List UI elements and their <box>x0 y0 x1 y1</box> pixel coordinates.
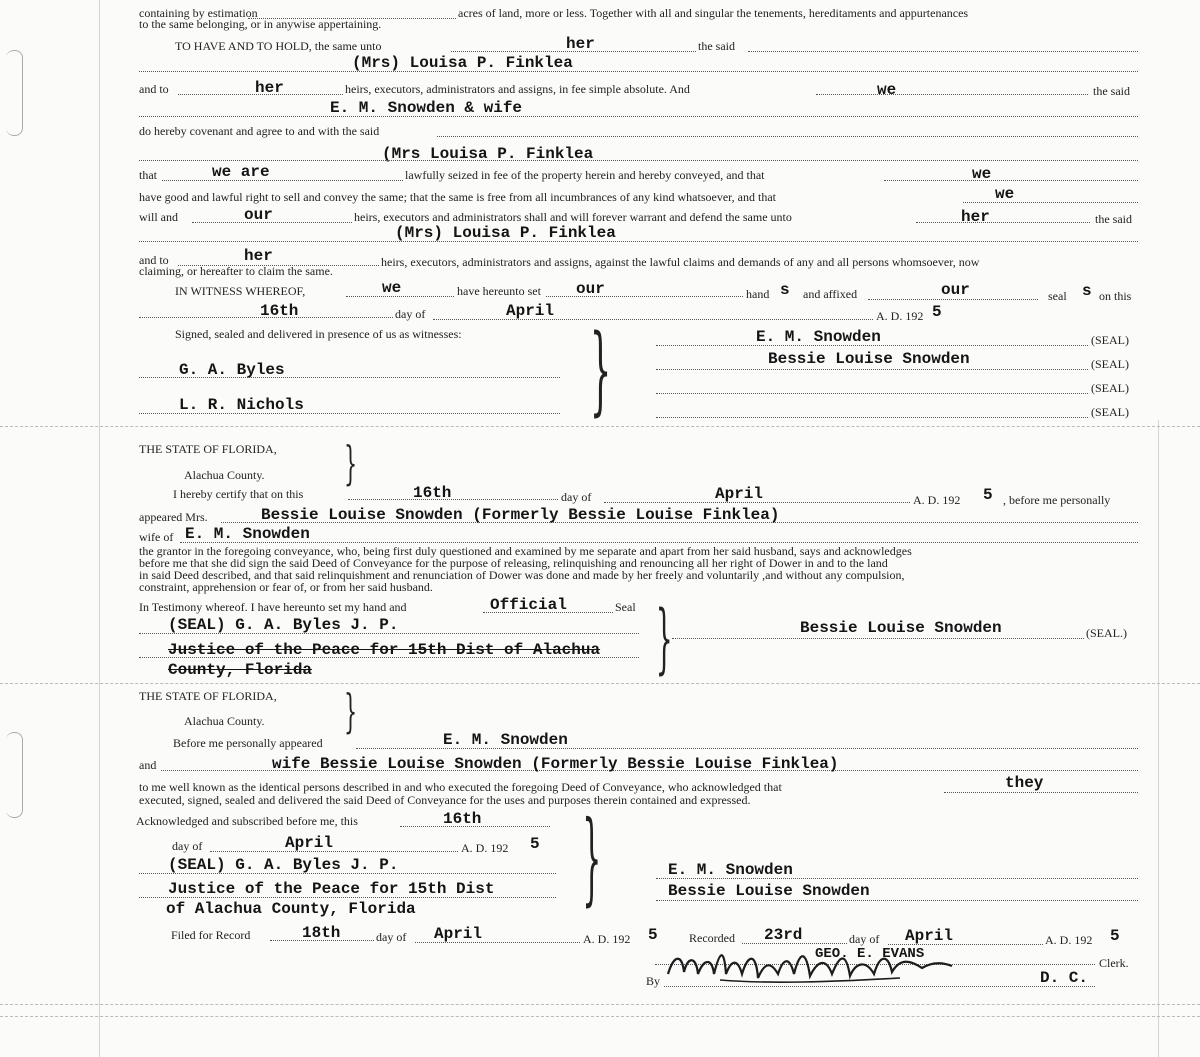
the-said-blank <box>748 51 1138 52</box>
hand-fill: s <box>780 281 790 299</box>
deputy-clerk-signature <box>660 944 960 990</box>
dc-label: D. C. <box>1040 969 1089 987</box>
witness-1: G. A. Byles <box>179 361 285 379</box>
warrant-fill: her <box>961 208 990 226</box>
cert1-office-2: County, Florida <box>168 661 313 679</box>
cert1-signer: Bessie Louise Snowden <box>800 619 1002 637</box>
and-to-label: and to <box>139 82 169 96</box>
affixed-blank <box>868 299 1038 300</box>
cert1-appeared-label: appeared Mrs. <box>139 510 208 524</box>
cert2-appeared-1: E. M. Snowden <box>443 731 568 749</box>
recorded-month: April <box>905 927 954 945</box>
grantee-blank-2 <box>139 160 1138 161</box>
habendum-label: TO HAVE AND TO HOLD, the same unto <box>175 39 382 53</box>
will-and-label: will and <box>139 210 178 224</box>
cert2-office-2: of Alachua County, Florida <box>166 900 416 918</box>
signatory-line-2 <box>656 369 1088 370</box>
cert1-county: Alachua County. <box>184 468 265 482</box>
affixed-fill: our <box>941 281 970 299</box>
hereunto-fill: our <box>576 280 605 298</box>
filed-month: April <box>434 925 483 943</box>
page-edge-line-right <box>1158 420 1159 1057</box>
cert1-year-digit: 5 <box>983 486 993 504</box>
appertaining-text: to the same belonging, or in anywise appertaining. <box>139 17 382 31</box>
recorded-label: Recorded <box>689 931 735 945</box>
cert2-signer-blank-2 <box>656 900 1138 901</box>
estimation-label: containing by estimation <box>139 6 258 20</box>
the-said-label: the said <box>698 39 735 53</box>
cert2-county: Alachua County. <box>184 714 265 728</box>
grantee-name-2: (Mrs Louisa P. Finklea <box>382 145 594 163</box>
cert2-officer-line: (SEAL) G. A. Byles J. P. <box>168 856 399 874</box>
seized-blank <box>884 180 1138 181</box>
that-blank <box>162 180 403 181</box>
appurtenances-text: acres of land, more or less. Together with all and singular the tenements, hereditaments and appurtenances <box>458 6 969 20</box>
cert2-signer-1: E. M. Snowden <box>668 861 793 879</box>
cert2-office-1: Justice of the Peace for 15th Dist <box>168 880 495 898</box>
and-fill: we <box>877 81 897 99</box>
cert2-known-text: to me well known as the identical persons described in and who executed the foregoing Deed of Conveyance, who acknowledged that <box>139 780 782 794</box>
cert1-seal-word: Seal <box>615 600 636 614</box>
cert1-appeared-name: Bessie Louise Snowden (Formerly Bessie Louise Finklea) <box>261 506 780 524</box>
that-fill: we are <box>212 163 270 181</box>
hereunto-text: have hereunto set <box>457 284 541 298</box>
binder-hole-bottom <box>6 732 23 818</box>
affixed-text: and affixed <box>803 287 858 301</box>
claims-text: heirs, executors, administrators and assigns, against the lawful claims and demands of any and all persons whomsoever, now <box>381 255 980 269</box>
cert2-known-fill: they <box>1005 774 1044 792</box>
signatory-line-3 <box>656 393 1088 394</box>
covenant-text: do hereby covenant and agree to and with the said <box>139 124 380 138</box>
cert2-executed-text: executed, signed, sealed and delivered the said Deed of Conveyance for the uses and purposes therein contained and expressed. <box>139 793 751 807</box>
cert1-certify-text: I hereby certify that on this <box>173 487 304 501</box>
hand-text: hand <box>746 287 770 301</box>
and-blank <box>816 94 1088 95</box>
grantee-blank-1 <box>139 71 1138 72</box>
filed-day-of: day of <box>376 930 407 944</box>
grantee-blank-3 <box>139 241 1138 242</box>
witness-brace: } <box>589 314 612 426</box>
seal-label-3: (SEAL) <box>1091 381 1129 395</box>
cert2-ack-day: 16th <box>443 810 482 828</box>
deed-year-digit: 5 <box>932 303 942 321</box>
cert1-office-1: Justice of the Peace for 15th Dist of Alachua <box>168 641 601 659</box>
cert1-body-3: in said Deed described, and that said relinquishment and renunciation of Dower was done and made by her freely and voluntarily ,and without any compulsion, <box>139 568 905 582</box>
cert1-state: THE STATE OF FLORIDA, <box>139 442 277 456</box>
filed-day: 18th <box>302 924 341 942</box>
deed-day: 16th <box>260 302 299 320</box>
cert1-officer-brace: } <box>655 593 673 682</box>
cert2-brace: } <box>344 684 358 738</box>
cert2-year-digit: 5 <box>530 835 540 853</box>
seal-label-2: (SEAL) <box>1091 357 1129 371</box>
the-said-label-2: the said <box>1093 84 1130 98</box>
cert1-testimony-text: In Testimony whereof. I have hereunto set my hand and <box>139 600 407 614</box>
cert1-body-2: before me that she did sign the said Deed of Conveyance for the purpose of releasing, relinquishing and renouncing all her right of Dower in and to the land <box>139 556 888 570</box>
cert2-before-text: Before me personally appeared <box>173 736 323 750</box>
cert2-ad: A. D. 192 <box>461 841 509 855</box>
grantee-name-3: (Mrs) Louisa P. Finklea <box>395 224 616 242</box>
witness-fill: we <box>382 279 402 297</box>
signed-text: Signed, sealed and delivered in presence of us as witnesses: <box>175 327 462 341</box>
habendum-fill: her <box>566 35 595 53</box>
recorded-ad: A. D. 192 <box>1045 933 1093 947</box>
and-to-fill: her <box>255 79 284 97</box>
clerk-name: GEO. E. EVANS <box>815 946 925 962</box>
cert1-ad: A. D. 192 <box>913 493 961 507</box>
and-to-label-2: and to <box>139 253 169 267</box>
on-this-text: on this <box>1099 289 1132 303</box>
that-label: that <box>139 168 157 182</box>
cert2-month-blank <box>210 851 458 852</box>
cert2-known-blank <box>944 792 1138 793</box>
right-text: have good and lawful right to sell and convey the same; that the same is free from all incumbrances of any kind whatsoever, and that <box>139 190 776 204</box>
day-of-label: day of <box>395 307 426 321</box>
seal-fill: s <box>1082 282 1092 300</box>
section-divider-3 <box>0 1004 1200 1005</box>
seized-text: lawfully seized in fee of the property herein and hereby conveyed, and that <box>405 168 765 182</box>
witness-2: L. R. Nichols <box>179 396 304 414</box>
page-edge-line <box>99 0 100 1057</box>
recorded-year: 5 <box>1110 927 1120 945</box>
filed-ad: A. D. 192 <box>583 932 631 946</box>
right-fill: we <box>995 185 1015 203</box>
cert2-month: April <box>285 834 334 852</box>
cert1-seal-label: (SEAL.) <box>1086 626 1127 640</box>
cert1-wife-of-name: E. M. Snowden <box>185 525 310 543</box>
will-fill: our <box>244 206 273 224</box>
cert1-officer-line: (SEAL) G. A. Byles J. P. <box>168 616 399 634</box>
binder-hole-top <box>6 50 23 136</box>
cert1-wife-of-label: wife of <box>139 530 174 544</box>
cert2-signer-2: Bessie Louise Snowden <box>668 882 870 900</box>
cert1-body-4: constraint, apprehension or fear of, or from her said husband. <box>139 580 433 594</box>
section-divider-2 <box>0 683 1200 684</box>
cert1-testimony-fill: Official <box>490 596 567 614</box>
the-said-label-3: the said <box>1095 212 1132 226</box>
section-divider-4 <box>0 1016 1200 1017</box>
signatory-2: Bessie Louise Snowden <box>768 350 970 368</box>
claims-text-2: claiming, or hereafter to claim the same. <box>139 264 333 278</box>
cert2-day-of-label: day of <box>172 839 203 853</box>
filed-label: Filed for Record <box>171 928 251 942</box>
signatory-1: E. M. Snowden <box>756 328 881 346</box>
signatory-line-4 <box>656 417 1088 418</box>
cert1-signer-blank <box>672 638 1084 639</box>
cert1-before-text: , before me personally <box>1003 493 1111 507</box>
cert1-day-blank <box>348 499 558 500</box>
witness-label: IN WITNESS WHEREOF, <box>175 284 306 298</box>
clerk-label: Clerk. <box>1099 956 1129 970</box>
cert2-ack-text: Acknowledged and subscribed before me, this <box>136 814 358 828</box>
by-label: By <box>646 974 661 988</box>
seal-label-1: (SEAL) <box>1091 333 1129 347</box>
and-to-fill-2: her <box>244 247 273 265</box>
ad-label: A. D. 192 <box>876 309 924 323</box>
grantee-name-1: (Mrs) Louisa P. Finklea <box>352 54 573 72</box>
cert1-wife-of-blank <box>180 542 1138 543</box>
heirs-clause: heirs, executors, administrators and assigns, in fee simple absolute. And <box>345 82 690 96</box>
cert2-officer-brace: } <box>582 799 602 916</box>
warrant-text: heirs, executors and administrators shall and will forever warrant and defend the same unto <box>354 210 792 224</box>
cert1-day: 16th <box>413 484 452 502</box>
cert1-body-1: the grantor in the foregoing conveyance, who, being first duly questioned and examined by me separate and apart from her said husband, says and acknowledges <box>139 544 912 558</box>
cert2-and-label: and <box>139 758 157 772</box>
seal-text: seal <box>1048 289 1067 303</box>
cert1-day-of: day of <box>561 490 592 504</box>
covenant-blank <box>437 136 1138 137</box>
recorded-day: 23rd <box>764 926 803 944</box>
seized-fill: we <box>972 165 992 183</box>
deed-month: April <box>506 302 555 320</box>
section-divider-1 <box>0 426 1200 427</box>
right-blank <box>963 202 1138 203</box>
grantors-name: E. M. Snowden & wife <box>330 99 523 117</box>
grantors-blank <box>139 116 1138 117</box>
cert2-appeared-2: wife Bessie Louise Snowden (Formerly Bessie Louise Finklea) <box>272 755 839 773</box>
filed-year: 5 <box>648 926 658 944</box>
cert1-month: April <box>715 485 764 503</box>
seal-label-4: (SEAL) <box>1091 405 1129 419</box>
cert2-state: THE STATE OF FLORIDA, <box>139 689 277 703</box>
recorded-day-of: day of <box>849 932 880 946</box>
month-blank <box>433 319 873 320</box>
warrant-blank <box>916 222 1090 223</box>
cert1-brace: } <box>344 436 358 490</box>
